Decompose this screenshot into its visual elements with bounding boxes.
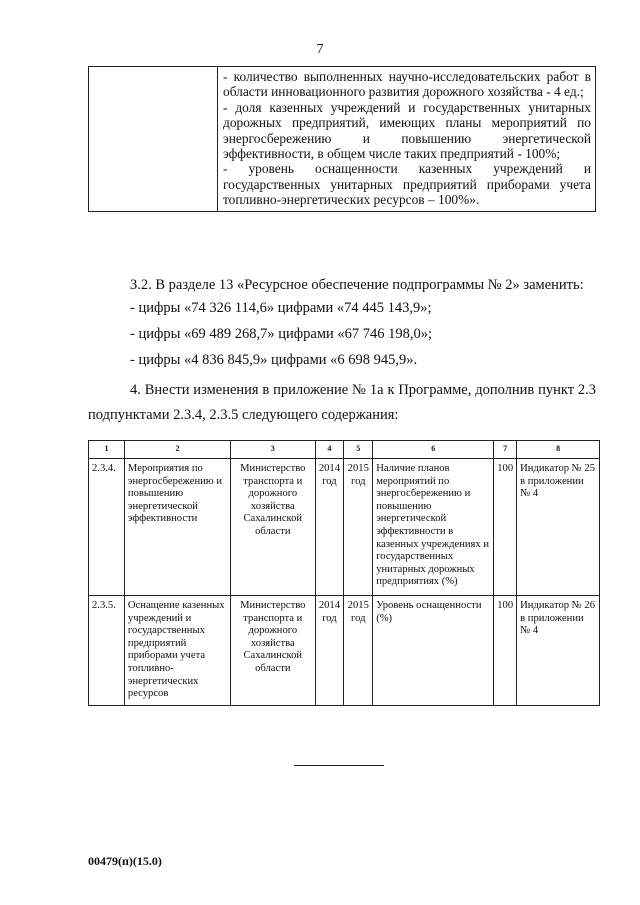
indicator-note: Индикатор № 26 в приложении № 4 — [517, 596, 600, 706]
activity-name: Мероприятия по энергосбережению и повышению энергетической эффективности — [124, 459, 230, 596]
start-year: 2014 год — [315, 459, 344, 596]
indicator-name: Наличие планов мероприятий по энергосбережению и повышению энергетической эффективности в казенных учреждениях и государственных унитарных дорожных предприятиях (%) — [373, 459, 494, 596]
column-header: 1 — [89, 441, 125, 459]
column-header: 3 — [231, 441, 315, 459]
page-number: 7 — [316, 42, 324, 57]
column-header: 4 — [315, 441, 344, 459]
document-code: 00479(п)(15.0) — [88, 854, 162, 868]
column-header: 2 — [124, 441, 230, 459]
appendix-table — [88, 440, 600, 706]
indicator-line: - уровень оснащенности казенных учреждений и государственных унитарных предприятий приборами учета топливно-энергетических ресурсов – 100%». — [223, 161, 591, 208]
end-year: 2015 год — [344, 459, 373, 596]
replacement-bullet: - цифры «74 326 114,6» цифрами «74 445 143,9»; — [130, 300, 432, 316]
indicator-line: - доля казенных учреждений и государственных унитарных дорожных предприятий, имеющих планы мероприятий по энергосбережению и повышению энергетической эффективности, в общем числе таких предприятий - 100%; — [223, 99, 591, 162]
indicator-list-cell — [218, 67, 596, 212]
column-header: 6 — [373, 441, 494, 459]
end-year: 2015 год — [344, 596, 373, 706]
indicator-value: 100 — [494, 596, 517, 706]
table-row — [89, 459, 600, 596]
indicator-value: 100 — [494, 459, 517, 596]
indicator-line: - количество выполненных научно-исследовательских работ в области инновационного развития дорожного хозяйства - 4 ед.; — [223, 69, 591, 100]
paragraph-4: 4. Внести изменения в приложение № 1а к Программе, дополнив пункт 2.3 подпунктами 2.3.4, 2.3.5 следующего содержания: — [88, 382, 596, 423]
row-number: 2.3.5. — [89, 596, 125, 706]
replacement-bullet: - цифры «4 836 845,9» цифрами «6 698 945,9». — [130, 352, 418, 368]
continuation-table — [88, 66, 596, 212]
table-header-row — [89, 441, 600, 459]
indicator-name: Уровень оснащенности (%) — [373, 596, 494, 706]
paragraph-3-2: 3.2. В разделе 13 «Ресурсное обеспечение подпрограммы № 2» заменить: — [130, 277, 584, 293]
table-row — [89, 596, 600, 706]
replacement-bullet: - цифры «69 489 268,7» цифрами «67 746 198,0»; — [130, 326, 433, 342]
start-year: 2014 год — [315, 596, 344, 706]
row-number: 2.3.4. — [89, 459, 125, 596]
column-header: 8 — [517, 441, 600, 459]
empty-cell — [89, 67, 218, 212]
responsible-org: Министерство транспорта и дорожного хозяйства Сахалинской области — [231, 459, 315, 596]
column-header: 5 — [344, 441, 373, 459]
end-divider — [294, 765, 384, 766]
responsible-org: Министерство транспорта и дорожного хозяйства Сахалинской области — [231, 596, 315, 706]
indicator-note: Индикатор № 25 в приложении № 4 — [517, 459, 600, 596]
column-header: 7 — [494, 441, 517, 459]
activity-name: Оснащение казенных учреждений и государственных предприятий приборами учета топливно-энергетических ресурсов — [124, 596, 230, 706]
